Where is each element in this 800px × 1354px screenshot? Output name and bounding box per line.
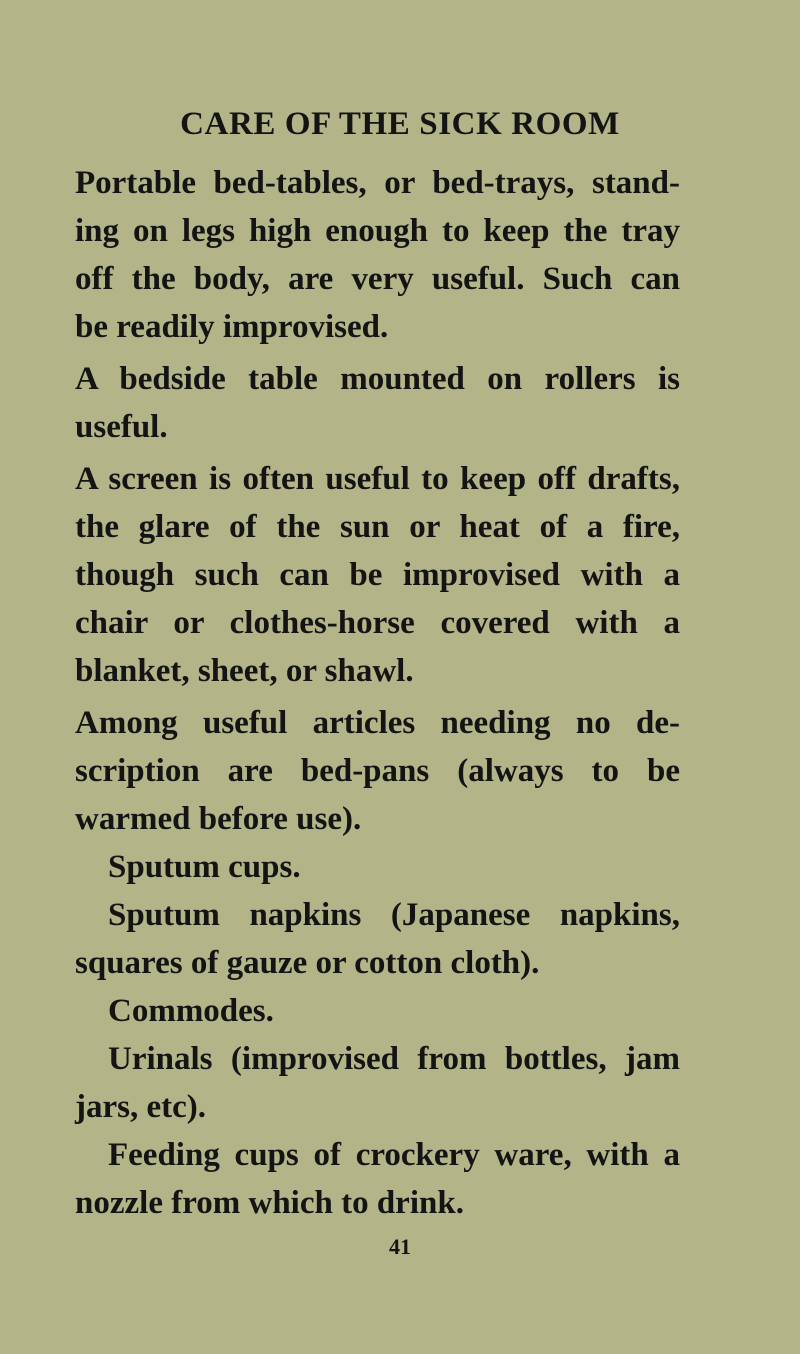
text-line: Urinals (improvised from bottles, jam — [108, 1041, 680, 1077]
text-line: A screen is often useful to keep off drafts, — [75, 461, 680, 497]
text-line: scription are bed-pans (always to be — [75, 753, 680, 789]
text-line: useful. — [75, 409, 168, 445]
text-line: Among useful articles needing no de- — [75, 705, 680, 741]
text-line: Sputum cups. — [108, 849, 301, 885]
text-line: squares of gauze or cotton cloth). — [75, 945, 540, 981]
running-head: CARE OF THE SICK ROOM — [180, 106, 620, 142]
text-line: chair or clothes-horse covered with a — [75, 605, 680, 641]
text-line: though such can be improvised with a — [75, 557, 680, 593]
text-line: off the body, are very useful. Such can — [75, 261, 680, 297]
page-number: 41 — [389, 1234, 411, 1259]
text-line: Commodes. — [108, 993, 274, 1029]
text-line: A bedside table mounted on rollers is — [75, 361, 680, 397]
text-line: Feeding cups of crockery ware, with a — [108, 1137, 680, 1173]
text-line: warmed before use). — [75, 801, 362, 837]
text-line: Sputum napkins (Japanese napkins, — [108, 897, 680, 933]
text-line: nozzle from which to drink. — [75, 1185, 464, 1221]
text-line: Portable bed-tables, or bed-trays, stand- — [75, 165, 680, 201]
text-line: the glare of the sun or heat of a fire, — [75, 509, 680, 545]
text-line: be readily improvised. — [75, 309, 389, 345]
text-line: ing on legs high enough to keep the tray — [75, 213, 680, 249]
text-line: jars, etc). — [75, 1089, 207, 1125]
text-line: blanket, sheet, or shawl. — [75, 653, 414, 689]
